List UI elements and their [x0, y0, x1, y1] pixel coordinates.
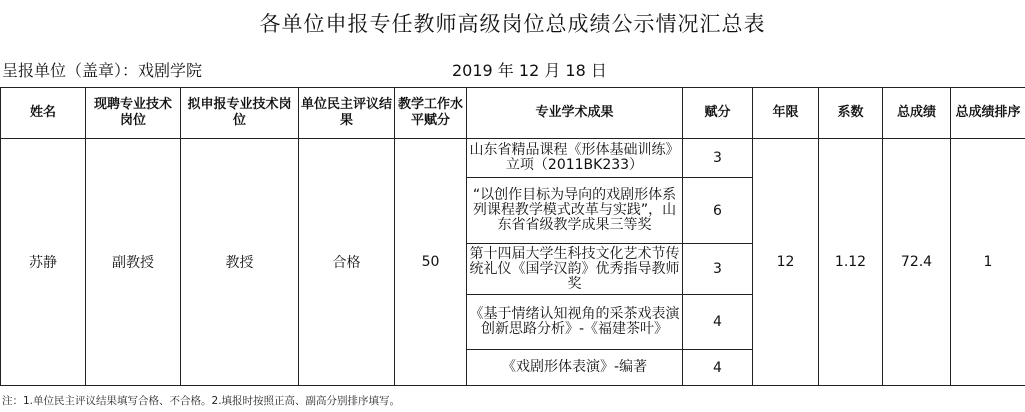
header-teaching-score: 教学工作水平赋分: [395, 88, 467, 139]
header-evaluation: 单位民主评议结果: [299, 88, 395, 139]
header-achievements: 专业学术成果: [467, 88, 683, 139]
cell-years: 12: [753, 139, 819, 386]
achievement-item: “以创作目标为导向的戏剧形体系列课程教学模式改革与实践”，山东省省级教学成果三等奖: [467, 178, 683, 244]
cell-evaluation: 合格: [299, 139, 395, 386]
footnote: 注：1.单位民主评议结果填写合格、不合格。2.填报时按照正高、副高分别排序填写。: [2, 395, 401, 407]
header-coefficient: 系数: [819, 88, 883, 139]
achievement-score: 6: [683, 178, 753, 244]
cell-name: 苏静: [1, 139, 86, 386]
report-date: 2019 年 12 月 18 日: [452, 61, 607, 80]
summary-table: [0, 87, 1025, 386]
achievement-item: 第十四届大学生科技文化艺术节传统礼仪《国学汉韵》优秀指导教师奖: [467, 244, 683, 295]
header-total: 总成绩: [883, 88, 951, 139]
achievement-item: 《基于情绪认知视角的采茶戏表演创新思路分析》-《福建茶叶》: [467, 295, 683, 350]
cell-total: 72.4: [883, 139, 951, 386]
cell-proposed-position: 教授: [181, 139, 299, 386]
achievement-score: 4: [683, 295, 753, 350]
header-score: 赋分: [683, 88, 753, 139]
document-title: 各单位申报专任教师高级岗位总成绩公示情况汇总表: [259, 12, 766, 36]
header-current-position: 现聘专业技术岗位: [86, 88, 181, 139]
achievement-score: 4: [683, 350, 753, 386]
header-years: 年限: [753, 88, 819, 139]
reporting-unit: 呈报单位（盖章）：戏剧学院: [2, 61, 203, 80]
header-name: 姓名: [1, 88, 86, 139]
achievement-score: 3: [683, 244, 753, 295]
header-proposed-position: 拟申报专业技术岗位: [181, 88, 299, 139]
cell-teaching-score: 50: [395, 139, 467, 386]
achievement-item: 山东省精品课程《形体基础训练》立项（2011BK233）: [467, 139, 683, 178]
cell-coefficient: 1.12: [819, 139, 883, 386]
table-row: [1, 139, 1025, 178]
cell-rank: 1: [951, 139, 1025, 386]
header-rank: 总成绩排序: [951, 88, 1025, 139]
cell-current-position: 副教授: [86, 139, 181, 386]
achievement-score: 3: [683, 139, 753, 178]
header-row: [1, 88, 1025, 139]
achievement-item: 《戏剧形体表演》-编著: [467, 350, 683, 386]
